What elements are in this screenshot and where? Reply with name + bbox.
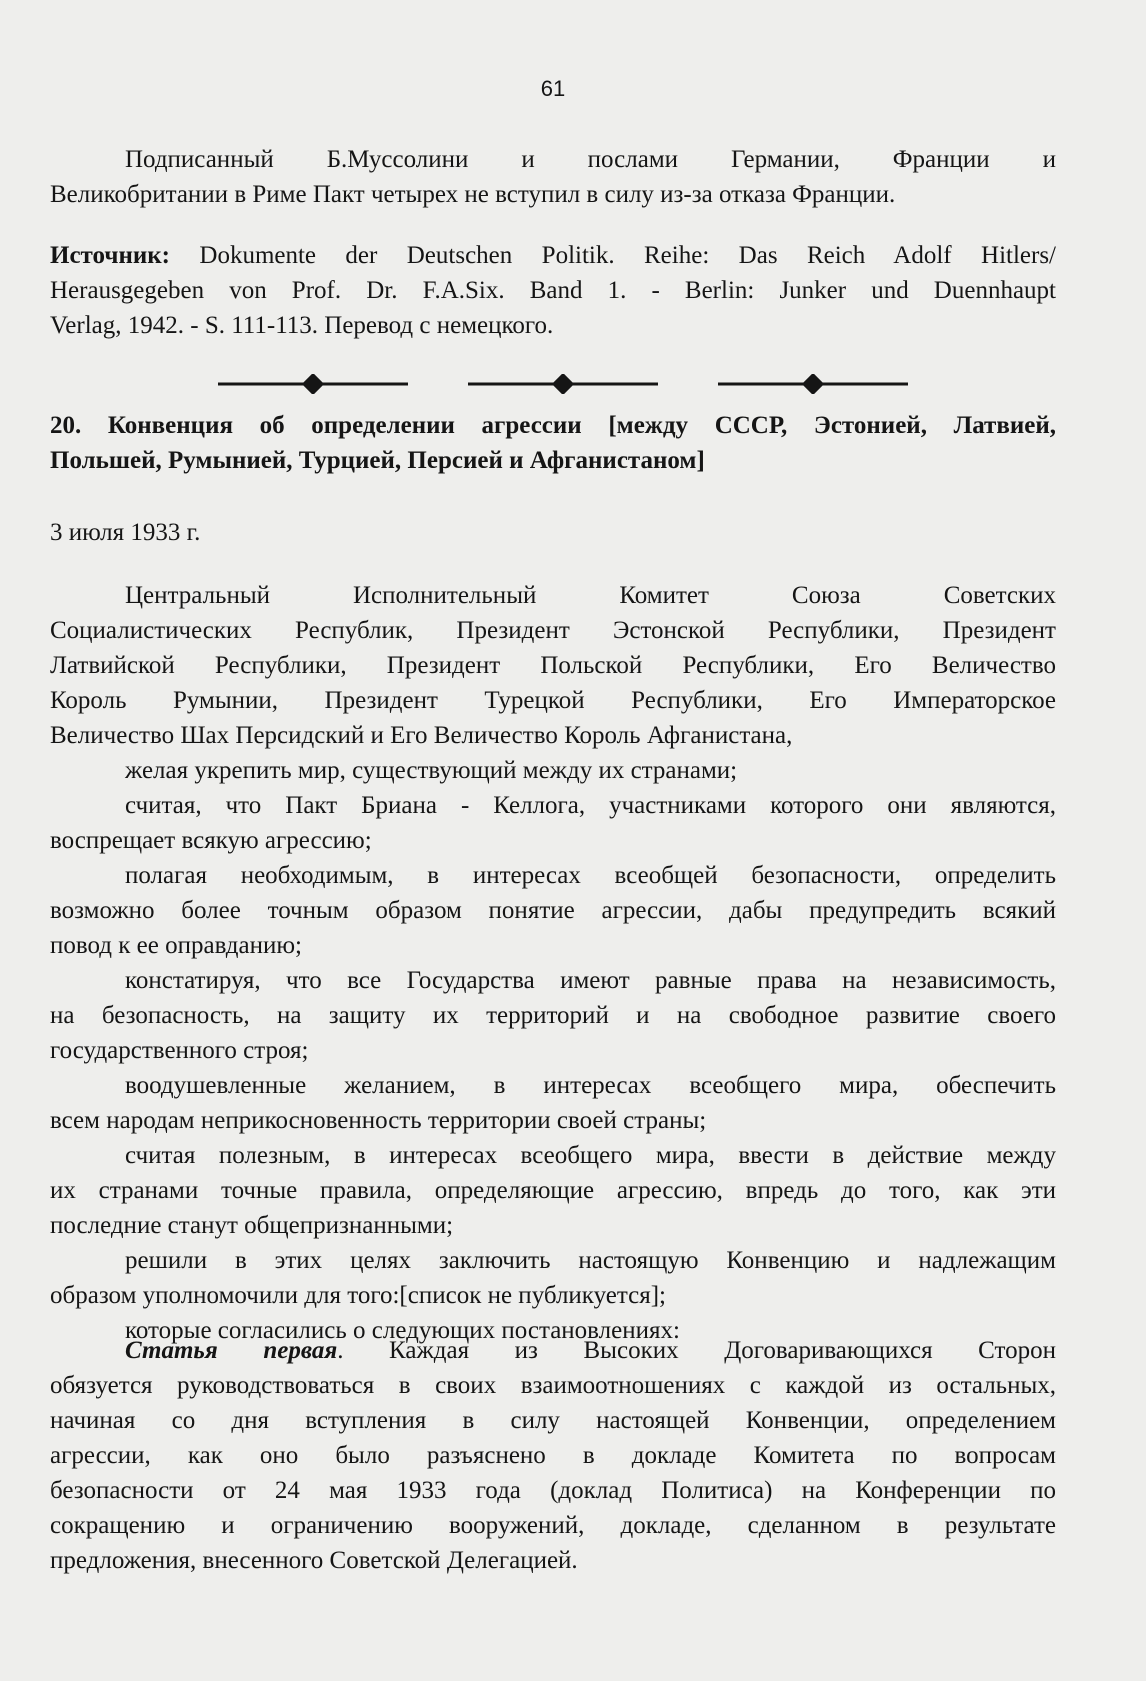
- clause-line: их странами точные правила, определяющие агрессию, впредь до того, как эти: [50, 1177, 1056, 1204]
- clause-line: возможно более точным образом понятие агрессии, дабы предупредить всякий: [50, 897, 1056, 924]
- clause-line: полагая необходимым, в интересах всеобщей безопасности, определить: [125, 862, 1056, 889]
- parties-paragraph: [50, 578, 1056, 753]
- parties-line: Центральный Исполнительный Комитет Союза Советских: [125, 582, 1056, 609]
- intro-paragraph: [50, 142, 1056, 212]
- parties-line: Величество Шах Персидский и Его Величество Король Афганистана,: [50, 722, 793, 749]
- decorative-divider: [218, 374, 908, 394]
- clause-line: желая укрепить мир, существующий между их странами;: [125, 757, 738, 784]
- heading-line: Польшей, Румынией, Турцией, Персией и Афганистаном]: [50, 447, 705, 474]
- article-line: сокращению и ограничению вооружений, докладе, сделанном в результате: [50, 1512, 1056, 1539]
- clause-line: решили в этих целях заключить настоящую Конвенцию и надлежащим: [125, 1247, 1056, 1274]
- source-paragraph: [50, 238, 1056, 343]
- clause-line: на безопасность, на защиту их территорий и на свободное развитие своего: [50, 1002, 1056, 1029]
- article-line: обязуется руководствоваться в своих взаимоотношениях с каждой из остальных,: [50, 1372, 1056, 1399]
- source-line: Herausgegeben von Prof. Dr. F.A.Six. Band 1. - Berlin: Junker und Duennhaupt: [50, 277, 1056, 304]
- source-line: Verlag, 1942. - S. 111-113. Перевод с немецкого.: [50, 312, 554, 339]
- clause-line: воспрещает всякую агрессию;: [50, 827, 372, 854]
- article-one: [50, 1333, 1056, 1578]
- intro-line: Подписанный Б.Муссолини и послами Германии, Франции и: [125, 146, 1056, 173]
- page-number: 61: [540, 76, 566, 101]
- article-title: Статья первая: [125, 1337, 338, 1364]
- article-line: безопасности от 24 мая 1933 года (доклад Политиса) на Конференции по: [50, 1477, 1056, 1504]
- article-line: начиная со дня вступления в силу настоящей Конвенции, определением: [50, 1407, 1056, 1434]
- parties-line: Король Румынии, Президент Турецкой Республики, Его Императорское: [50, 687, 1056, 714]
- clause-line: считая, что Пакт Бриана - Келлога, участниками которого они являются,: [125, 792, 1056, 819]
- intro-line: Великобритании в Риме Пакт четырех не вступил в силу из-за отказа Франции.: [50, 181, 896, 208]
- diamond-icon: [554, 375, 572, 393]
- clause-line: всем народам неприкосновенность территории своей страны;: [50, 1107, 707, 1134]
- source-line: Источник: Dokumente der Deutschen Politik. Reihe: Das Reich Adolf Hitlers/: [50, 242, 1056, 269]
- clause-line: образом уполномочили для того:[список не публикуется];: [50, 1282, 666, 1309]
- clause-line: считая полезным, в интересах всеобщего мира, ввести в действие между: [125, 1142, 1056, 1169]
- source-label: Источник:: [50, 242, 170, 269]
- parties-line: Латвийской Республики, Президент Польской Республики, Его Величество: [50, 652, 1056, 679]
- document-page: [50, 0, 1056, 1681]
- clause-line: воодушевленные желанием, в интересах всеобщего мира, обеспечить: [125, 1072, 1056, 1099]
- parties-line: Социалистических Республик, Президент Эстонской Республики, Президент: [50, 617, 1056, 644]
- diamond-icon: [804, 375, 822, 393]
- article-line: предложения, внесенного Советской Делегацией.: [50, 1547, 578, 1574]
- article-line: агрессии, как оно было разъяснено в докладе Комитета по вопросам: [50, 1442, 1056, 1469]
- diamond-icon: [304, 375, 322, 393]
- document-date: 3 июля 1933 г.: [50, 519, 201, 546]
- clause-line: которые согласились о следующих постановлениях:: [125, 1317, 680, 1344]
- heading-line: 20. Конвенция об определении агрессии [между СССР, Эстонией, Латвией,: [50, 412, 1056, 439]
- clause-line: констатируя, что все Государства имеют равные права на независимость,: [125, 967, 1056, 994]
- clause-line: последние станут общепризнанными;: [50, 1212, 454, 1239]
- clause-line: повод к ее оправданию;: [50, 932, 302, 959]
- article-line: Статья первая. Каждая из Высоких Договаривающихся Сторон: [125, 1337, 1056, 1364]
- preamble-clauses: [50, 753, 1056, 1348]
- clause-line: государственного строя;: [50, 1037, 309, 1064]
- document-heading: [50, 408, 1056, 478]
